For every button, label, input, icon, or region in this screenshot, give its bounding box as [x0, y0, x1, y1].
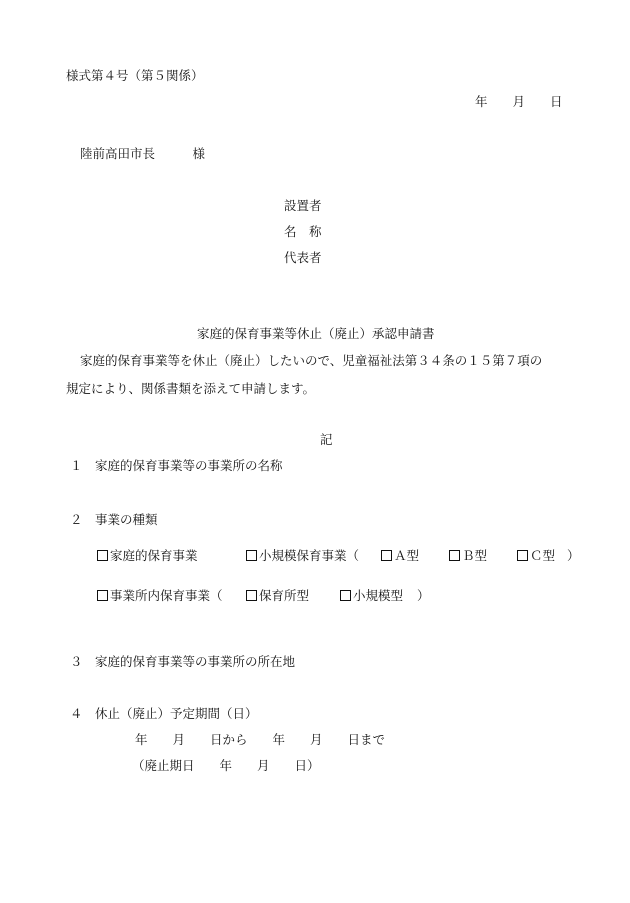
- abolish-date-line: （廃止期日 年 月 日）: [132, 758, 320, 773]
- close-paren-2: ）: [417, 588, 430, 603]
- form-number: 様式第４号（第５関係）: [66, 68, 204, 83]
- checkbox-box[interactable]: [381, 550, 392, 561]
- checkbox-label: 小規模保育事業（: [259, 548, 360, 563]
- close-paren-1: ）: [567, 548, 580, 563]
- representative-label: 代表者: [284, 250, 322, 265]
- item-2-business-type: ２ 事業の種類: [70, 512, 158, 527]
- checkbox-box[interactable]: [97, 550, 108, 561]
- ki-heading: 記: [320, 432, 333, 447]
- item-3-facility-address: ３ 家庭的保育事業等の事業所の所在地: [70, 654, 296, 669]
- item-1-facility-name: １ 家庭的保育事業等の事業所の名称: [70, 458, 283, 473]
- checkbox-workplace-childcare[interactable]: [97, 590, 223, 603]
- checkbox-box[interactable]: [517, 550, 528, 561]
- checkbox-b-type[interactable]: [449, 550, 487, 563]
- checkbox-small-scale[interactable]: [246, 550, 359, 563]
- founder-label: 設置者: [284, 198, 322, 213]
- period-line: 年 月 日から 年 月 日まで: [135, 732, 386, 747]
- checkbox-box[interactable]: [449, 550, 460, 561]
- checkbox-label: Ｃ型: [530, 548, 556, 563]
- checkbox-box[interactable]: [340, 590, 351, 601]
- checkbox-label: 保育所型: [259, 588, 310, 603]
- item-4-suspension-period: ４ 休止（廃止）予定期間（日）: [70, 706, 258, 721]
- checkbox-small-type[interactable]: [340, 590, 403, 603]
- checkbox-nursery-type[interactable]: [246, 590, 309, 603]
- checkbox-label: 小規模型: [353, 588, 404, 603]
- date-line: 年 月 日: [475, 94, 563, 109]
- document-title: 家庭的保育事業等休止（廃止）承認申請書: [197, 326, 435, 341]
- checkbox-label: 事業所内保育事業（: [110, 588, 223, 603]
- body-line-1: 家庭的保育事業等を休止（廃止）したいので、児童福祉法第３４条の１５第７項の: [80, 353, 543, 368]
- checkbox-box[interactable]: [246, 550, 257, 561]
- checkbox-label: Ａ型: [394, 548, 420, 563]
- checkbox-c-type[interactable]: [517, 550, 555, 563]
- checkbox-label: Ｂ型: [462, 548, 488, 563]
- body-line-2: 規定により、関係書類を添えて申請します。: [66, 381, 316, 396]
- checkbox-family-childcare[interactable]: [97, 550, 198, 563]
- name-label: 名 称: [284, 224, 322, 239]
- addressee: 陸前高田市長 様: [80, 146, 206, 161]
- checkbox-box[interactable]: [97, 590, 108, 601]
- checkbox-a-type[interactable]: [381, 550, 419, 563]
- checkbox-box[interactable]: [246, 590, 257, 601]
- checkbox-label: 家庭的保育事業: [110, 548, 198, 563]
